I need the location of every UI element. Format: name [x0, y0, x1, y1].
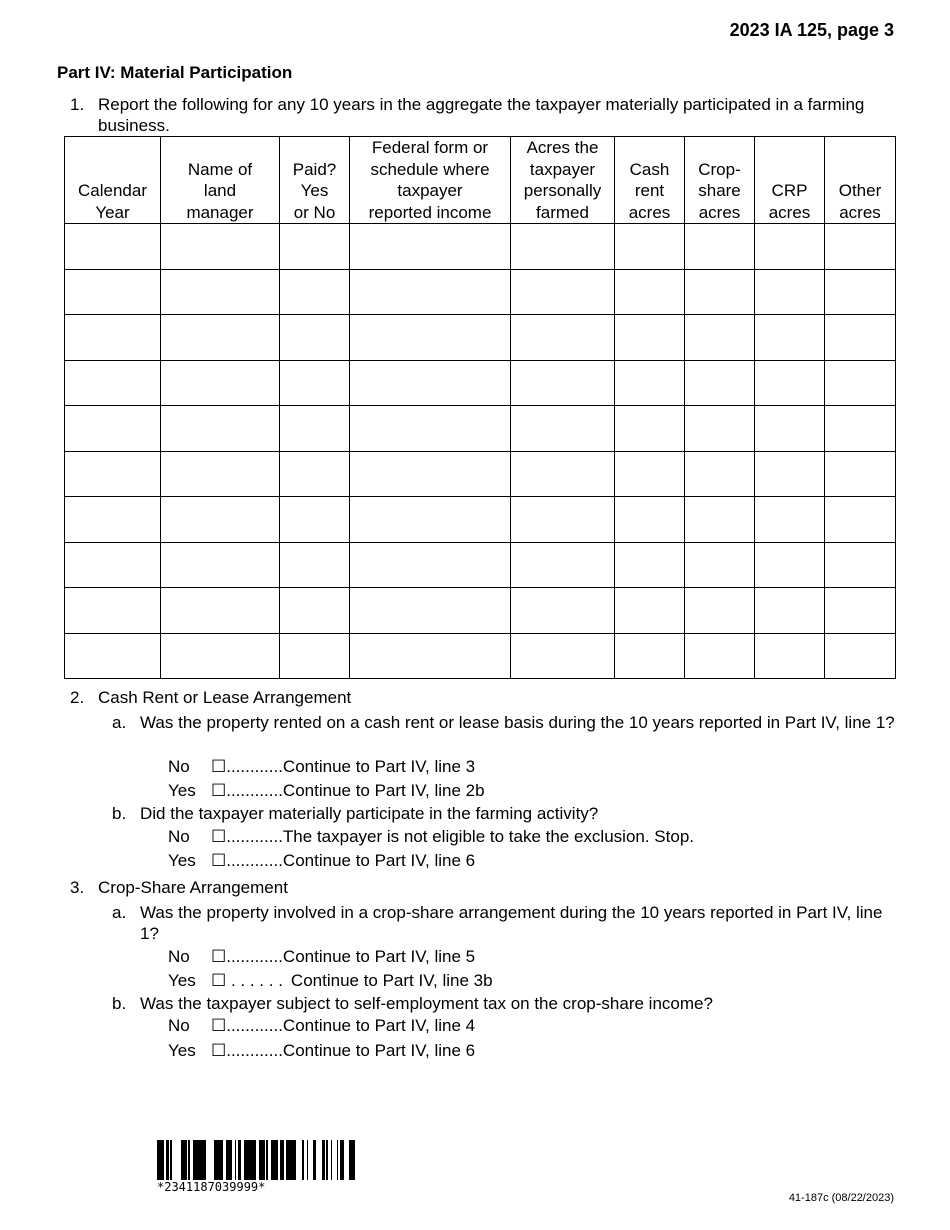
table-row: [65, 497, 896, 543]
table-cell[interactable]: [511, 497, 615, 543]
table-cell[interactable]: [161, 542, 280, 588]
checkbox-3b-no[interactable]: ☐............: [211, 1016, 283, 1035]
column-header-line: Cash: [629, 159, 670, 179]
option-label: No: [168, 827, 190, 846]
table-cell[interactable]: [615, 406, 685, 452]
barcode-bar: [181, 1140, 182, 1180]
barcode-bar: [295, 1140, 296, 1180]
barcode-bar: [220, 1140, 223, 1180]
barcode-bar: [244, 1140, 247, 1180]
table-cell[interactable]: [511, 633, 615, 679]
table-cell[interactable]: [65, 360, 161, 406]
column-header: [825, 137, 896, 224]
barcode-bar: [340, 1140, 343, 1180]
column-header-line: land: [203, 181, 237, 200]
checkbox-3a-no[interactable]: ☐............: [211, 947, 283, 966]
table-cell[interactable]: [825, 406, 896, 452]
table-cell[interactable]: [65, 315, 161, 361]
table-row: [65, 269, 896, 315]
barcode-bar: [259, 1140, 260, 1180]
option-action: Continue to Part IV, line 3b: [290, 971, 493, 990]
table-header-row: [65, 137, 896, 224]
column-header-line: acres: [768, 202, 811, 222]
table-cell[interactable]: [825, 542, 896, 588]
column-header-line: taxpayer: [529, 159, 596, 179]
table-cell[interactable]: [685, 224, 755, 270]
checkbox-3a-yes[interactable]: ☐ . . . . . .: [211, 971, 283, 990]
table-cell[interactable]: [685, 451, 755, 497]
option-action: Continue to Part IV, line 6: [282, 851, 476, 870]
barcode-bar: [337, 1140, 338, 1180]
barcode-bar: [248, 1140, 250, 1180]
table-row: [65, 633, 896, 679]
barcode-bar: [254, 1140, 256, 1180]
table-cell[interactable]: [161, 497, 280, 543]
table-cell[interactable]: [350, 497, 511, 543]
column-header: [65, 137, 161, 224]
table-cell[interactable]: [755, 269, 825, 315]
option-label: Yes: [168, 851, 196, 870]
column-header-line: Calendar: [78, 181, 147, 200]
table-cell[interactable]: [511, 224, 615, 270]
table-row: [65, 360, 896, 406]
table-cell[interactable]: [350, 588, 511, 634]
table-cell[interactable]: [511, 451, 615, 497]
option-action: Continue to Part IV, line 2b: [282, 781, 485, 800]
table-cell[interactable]: [825, 497, 896, 543]
item-letter: b.: [112, 804, 127, 823]
option-label: Yes: [168, 1041, 196, 1060]
table-cell[interactable]: [825, 360, 896, 406]
table-row: [65, 224, 896, 270]
barcode-number: *2341187039999*: [157, 1180, 266, 1194]
column-header: [350, 137, 511, 224]
barcode-bar: [314, 1140, 316, 1180]
table-cell[interactable]: [511, 542, 615, 588]
table-cell[interactable]: [685, 315, 755, 361]
barcode-bar: [283, 1140, 284, 1180]
table-cell[interactable]: [825, 451, 896, 497]
table-cell[interactable]: [685, 406, 755, 452]
barcode-bar: [157, 1140, 158, 1180]
item-letter: a.: [112, 903, 127, 922]
option-label: Yes: [168, 971, 196, 990]
checkbox-3b-yes[interactable]: ☐............: [211, 1041, 283, 1060]
table-cell[interactable]: [685, 497, 755, 543]
barcode-bar: [247, 1140, 248, 1180]
table-cell[interactable]: [161, 360, 280, 406]
barcode-bar: [286, 1140, 289, 1180]
item-text: Was the property rented on a cash rent or lease basis during the 10 years reported in Part IV, line 1?: [140, 713, 895, 732]
barcode-bar: [202, 1140, 205, 1180]
table-cell[interactable]: [65, 451, 161, 497]
table-cell[interactable]: [511, 406, 615, 452]
table-cell[interactable]: [65, 542, 161, 588]
barcode-bar: [238, 1140, 241, 1180]
column-header: [280, 137, 350, 224]
option-action: Continue to Part IV, line 5: [282, 947, 476, 966]
column-header-line: rent: [634, 181, 665, 200]
table-cell[interactable]: [685, 633, 755, 679]
column-header: [755, 137, 825, 224]
barcode-bar: [274, 1140, 277, 1180]
section-title: Crop-Share Arrangement: [98, 878, 288, 897]
column-header-line: Crop-: [698, 159, 741, 179]
table-cell[interactable]: [280, 269, 350, 315]
item-letter: a.: [112, 713, 127, 732]
barcode-bar: [253, 1140, 254, 1180]
table-cell[interactable]: [350, 633, 511, 679]
barcode-bar: [196, 1140, 199, 1180]
table-cell[interactable]: [161, 406, 280, 452]
column-header-line: personally: [523, 181, 602, 200]
section-title: Cash Rent or Lease Arrangement: [98, 688, 352, 707]
barcode-bar: [230, 1140, 232, 1180]
table-cell[interactable]: [825, 224, 896, 270]
barcode-bar: [160, 1140, 163, 1180]
item-text: Did the taxpayer materially participate in the farming activity?: [140, 804, 599, 823]
barcode-bar: [280, 1140, 283, 1180]
barcode-bar: [218, 1140, 220, 1180]
table-cell[interactable]: [615, 497, 685, 543]
option-action: The taxpayer is not eligible to take the exclusion. Stop.: [282, 827, 694, 846]
column-header-line: Acres the: [526, 138, 599, 157]
option-label: Yes: [168, 781, 196, 800]
column-header-line: Year: [95, 202, 130, 222]
table-cell[interactable]: [280, 451, 350, 497]
barcode-bar: [226, 1140, 229, 1180]
table-cell[interactable]: [825, 588, 896, 634]
column-header-line: Paid?: [292, 159, 337, 179]
table-row: [65, 588, 896, 634]
table-cell[interactable]: [350, 315, 511, 361]
table-cell[interactable]: [615, 542, 685, 588]
question-1: [70, 94, 900, 136]
table-cell[interactable]: [280, 633, 350, 679]
table-cell[interactable]: [755, 451, 825, 497]
barcode-bar: [217, 1140, 218, 1180]
table-cell[interactable]: [280, 360, 350, 406]
barcode-bar: [302, 1140, 304, 1180]
table-cell[interactable]: [161, 633, 280, 679]
checkbox-2a-no[interactable]: ☐............: [211, 757, 283, 776]
barcode-bar: [272, 1140, 274, 1180]
table-cell[interactable]: [65, 497, 161, 543]
barcode-bar: [292, 1140, 295, 1180]
barcode-bar: [289, 1140, 290, 1180]
barcode-bar: [350, 1140, 352, 1180]
barcode-bar: [229, 1140, 230, 1180]
table-cell[interactable]: [350, 406, 511, 452]
table-row: [65, 542, 896, 588]
table-cell[interactable]: [65, 269, 161, 315]
column-header-line: schedule where: [370, 159, 490, 179]
table-cell[interactable]: [755, 588, 825, 634]
option-label: No: [168, 947, 190, 966]
page-header: 2023 IA 125, page 3: [729, 20, 894, 40]
question-text: Report the following for any 10 years in the aggregate the taxpayer materially participated in a farming business.: [98, 95, 865, 135]
column-header-line: or No: [293, 202, 336, 222]
option-label: No: [168, 1016, 190, 1035]
table-cell[interactable]: [280, 224, 350, 270]
column-header-line: Yes: [300, 181, 329, 200]
table-cell[interactable]: [65, 224, 161, 270]
barcode-bar: [271, 1140, 272, 1180]
table-cell[interactable]: [615, 224, 685, 270]
table-cell[interactable]: [825, 315, 896, 361]
barcode-bar: [307, 1140, 308, 1180]
table-cell[interactable]: [755, 224, 825, 270]
column-header: [685, 137, 755, 224]
table-cell[interactable]: [511, 588, 615, 634]
table-cell[interactable]: [280, 588, 350, 634]
table-cell[interactable]: [65, 588, 161, 634]
table-cell[interactable]: [280, 497, 350, 543]
barcode-bar: [352, 1140, 355, 1180]
table-cell[interactable]: [755, 360, 825, 406]
barcode-bar: [349, 1140, 350, 1180]
barcode-image: [154, 1140, 356, 1180]
barcode-bar: [331, 1140, 332, 1180]
section-number: 2.: [70, 688, 85, 707]
table-cell[interactable]: [511, 269, 615, 315]
barcode-bar: [277, 1140, 278, 1180]
barcode-bar: [200, 1140, 202, 1180]
table-cell[interactable]: [685, 360, 755, 406]
barcode-bar: [166, 1140, 169, 1180]
item-letter: b.: [112, 994, 127, 1013]
table-cell[interactable]: [161, 315, 280, 361]
question-number: 1.: [70, 95, 85, 114]
barcode-bar: [184, 1140, 187, 1180]
column-header: [615, 137, 685, 224]
table-cell[interactable]: [615, 315, 685, 361]
barcode-bar: [158, 1140, 160, 1180]
table-cell[interactable]: [615, 451, 685, 497]
option-action: Continue to Part IV, line 6: [282, 1041, 476, 1060]
barcode-bar: [188, 1140, 190, 1180]
barcode-bar: [343, 1140, 344, 1180]
table-cell[interactable]: [685, 588, 755, 634]
table-cell[interactable]: [615, 269, 685, 315]
column-header-line: taxpayer: [397, 181, 463, 200]
table-cell[interactable]: [161, 588, 280, 634]
form-code: 41-187c (08/22/2023): [788, 1192, 894, 1204]
table-cell[interactable]: [280, 315, 350, 361]
table-cell[interactable]: [615, 588, 685, 634]
part-title: Part IV: Material Participation: [57, 63, 293, 82]
table-cell[interactable]: [755, 633, 825, 679]
table-cell[interactable]: [755, 542, 825, 588]
table-cell[interactable]: [685, 269, 755, 315]
barcode-bar: [235, 1140, 236, 1180]
table-cell[interactable]: [615, 633, 685, 679]
table-cell[interactable]: [280, 406, 350, 452]
section-number: 3.: [70, 878, 85, 897]
section-crop-share: [70, 877, 900, 898]
table-cell[interactable]: [825, 269, 896, 315]
table-cell[interactable]: [350, 451, 511, 497]
column-header-line: reported income: [368, 202, 492, 222]
table-body: [65, 224, 896, 679]
material-participation-table: [64, 136, 896, 679]
barcode-bar: [262, 1140, 265, 1180]
section-cash-rent: [70, 687, 900, 708]
barcode-bar: [322, 1140, 325, 1180]
table-cell[interactable]: [511, 360, 615, 406]
barcode-bar: [290, 1140, 292, 1180]
table-cell[interactable]: [65, 633, 161, 679]
barcode-bar: [193, 1140, 194, 1180]
table-row: [65, 406, 896, 452]
column-header-line: manager: [186, 202, 254, 222]
table-row: [65, 315, 896, 361]
column-header-line: acres: [698, 202, 741, 222]
table-cell[interactable]: [755, 497, 825, 543]
option-label: No: [168, 757, 190, 776]
barcode-bar: [194, 1140, 196, 1180]
table-cell[interactable]: [755, 315, 825, 361]
barcode-bar: [326, 1140, 328, 1180]
table-cell[interactable]: [685, 542, 755, 588]
column-header-line: share: [698, 181, 741, 200]
table-cell[interactable]: [65, 406, 161, 452]
table-cell[interactable]: [161, 269, 280, 315]
barcode-bar: [260, 1140, 262, 1180]
checkbox-2a-yes[interactable]: ☐............: [211, 781, 283, 800]
table-cell[interactable]: [161, 451, 280, 497]
table-cell[interactable]: [350, 224, 511, 270]
column-header: [161, 137, 280, 224]
barcode-bar: [205, 1140, 206, 1180]
column-header-line: farmed: [536, 202, 589, 222]
table-cell[interactable]: [755, 406, 825, 452]
column-header-line: Other: [838, 181, 882, 200]
column-header-line: acres: [839, 202, 881, 222]
option-action: Continue to Part IV, line 3: [282, 757, 476, 776]
table-cell[interactable]: [615, 360, 685, 406]
column-header-line: Federal form or: [371, 138, 489, 157]
column-header-line: CRP: [771, 181, 808, 200]
table-cell[interactable]: [511, 315, 615, 361]
barcode-bar: [266, 1140, 268, 1180]
column-header: [511, 137, 615, 224]
table-cell[interactable]: [350, 542, 511, 588]
column-header-line: Name of: [187, 159, 253, 179]
barcode-bar: [199, 1140, 200, 1180]
barcode-bar: [313, 1140, 314, 1180]
table-cell[interactable]: [825, 633, 896, 679]
item-text: Was the property involved in a crop-share arrangement during the 10 years reported in Part IV, line 1?: [140, 903, 883, 943]
table-cell[interactable]: [350, 269, 511, 315]
barcode-bar: [182, 1140, 184, 1180]
table-row: [65, 451, 896, 497]
barcode-bar: [250, 1140, 253, 1180]
item-text: Was the taxpayer subject to self-employment tax on the crop-share income?: [140, 994, 713, 1013]
barcode-bar: [214, 1140, 217, 1180]
checkbox-2b-no[interactable]: ☐............: [211, 827, 283, 846]
table-cell[interactable]: [350, 360, 511, 406]
barcode-bar: [170, 1140, 172, 1180]
barcode-bar: [163, 1140, 164, 1180]
column-header-line: acres: [628, 202, 671, 222]
option-action: Continue to Part IV, line 4: [282, 1016, 476, 1035]
table-cell[interactable]: [161, 224, 280, 270]
checkbox-2b-yes[interactable]: ☐............: [211, 851, 283, 870]
table-cell[interactable]: [280, 542, 350, 588]
